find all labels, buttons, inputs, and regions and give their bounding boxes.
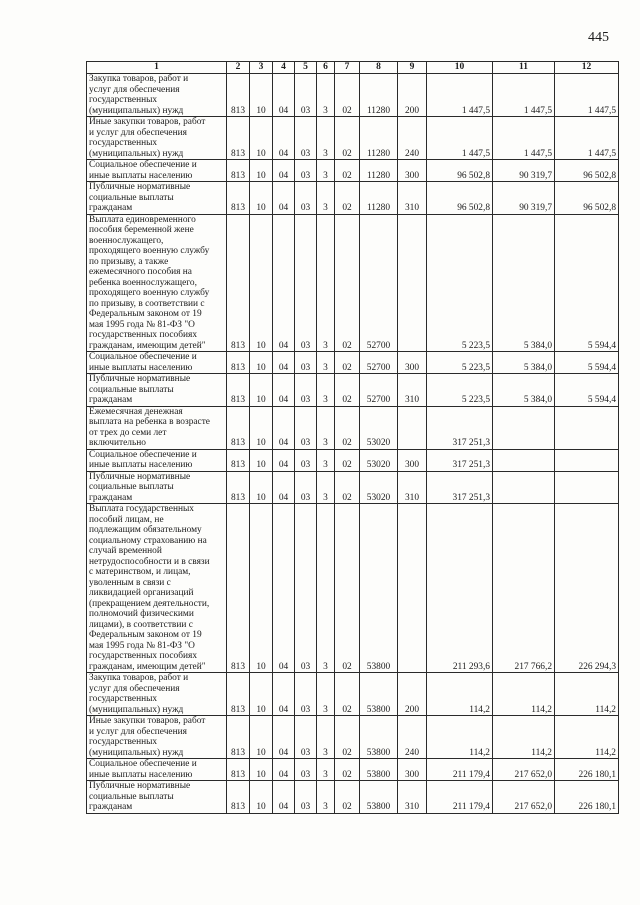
amount-cell: [493, 406, 555, 449]
row-name-cell: Иные закупки товаров, работ и услуг для обеспечения государственных (муниципальных) нужд: [87, 716, 227, 759]
code-cell: 813: [227, 352, 250, 374]
code-cell: 813: [227, 504, 250, 673]
amount-cell: 1 447,5: [493, 117, 555, 160]
amount-cell: 96 502,8: [427, 160, 493, 182]
code-cell: 03: [295, 160, 317, 182]
header-cell: 7: [335, 62, 360, 74]
amount-cell: 317 251,3: [427, 406, 493, 449]
code-cell: 813: [227, 74, 250, 117]
amount-cell: 211 293,6: [427, 504, 493, 673]
code-cell: 02: [335, 160, 360, 182]
amount-cell: 1 447,5: [555, 117, 619, 160]
code-cell: 813: [227, 759, 250, 781]
table-row: [87, 74, 619, 117]
code-cell: 03: [295, 449, 317, 471]
code-cell: 52700: [360, 352, 398, 374]
amount-cell: 114,2: [493, 673, 555, 716]
amount-cell: 5 594,4: [555, 374, 619, 407]
amount-cell: 1 447,5: [427, 74, 493, 117]
code-cell: 813: [227, 374, 250, 407]
code-cell: 813: [227, 406, 250, 449]
code-cell: 300: [398, 759, 427, 781]
header-cell: 2: [227, 62, 250, 74]
code-cell: 3: [317, 182, 335, 215]
code-cell: 200: [398, 74, 427, 117]
header-cell: 5: [295, 62, 317, 74]
table-row: [87, 781, 619, 814]
code-cell: 310: [398, 781, 427, 814]
amount-cell: 5 594,4: [555, 352, 619, 374]
row-name-cell: Закупка товаров, работ и услуг для обеспечения государственных (муниципальных) нужд: [87, 673, 227, 716]
table-row: [87, 182, 619, 215]
row-name-cell: Социальное обеспечение и иные выплаты населению: [87, 759, 227, 781]
code-cell: 52700: [360, 214, 398, 352]
code-cell: 300: [398, 352, 427, 374]
amount-cell: 5 384,0: [493, 374, 555, 407]
amount-cell: 1 447,5: [493, 74, 555, 117]
amount-cell: 317 251,3: [427, 449, 493, 471]
code-cell: 53020: [360, 449, 398, 471]
code-cell: 02: [335, 449, 360, 471]
amount-cell: 96 502,8: [427, 182, 493, 215]
code-cell: 03: [295, 673, 317, 716]
code-cell: 03: [295, 74, 317, 117]
code-cell: 02: [335, 117, 360, 160]
code-cell: 03: [295, 214, 317, 352]
header-cell: 3: [250, 62, 273, 74]
code-cell: 813: [227, 117, 250, 160]
header-cell: 12: [555, 62, 619, 74]
code-cell: 04: [273, 406, 295, 449]
code-cell: 240: [398, 117, 427, 160]
header-cell: 9: [398, 62, 427, 74]
amount-cell: 211 179,4: [427, 781, 493, 814]
amount-cell: 90 319,7: [493, 182, 555, 215]
code-cell: 813: [227, 214, 250, 352]
table-row: [87, 471, 619, 504]
table-row: [87, 716, 619, 759]
row-name-cell: Публичные нормативные социальные выплаты гражданам: [87, 182, 227, 215]
code-cell: 10: [250, 214, 273, 352]
code-cell: 02: [335, 781, 360, 814]
code-cell: 813: [227, 160, 250, 182]
code-cell: 02: [335, 352, 360, 374]
code-cell: 3: [317, 716, 335, 759]
code-cell: 04: [273, 716, 295, 759]
code-cell: 10: [250, 781, 273, 814]
code-cell: 53800: [360, 716, 398, 759]
code-cell: 813: [227, 182, 250, 215]
code-cell: [398, 504, 427, 673]
code-cell: 02: [335, 74, 360, 117]
code-cell: 10: [250, 716, 273, 759]
amount-cell: 226 180,1: [555, 759, 619, 781]
amount-cell: [555, 471, 619, 504]
code-cell: 02: [335, 374, 360, 407]
code-cell: 04: [273, 781, 295, 814]
code-cell: 03: [295, 182, 317, 215]
table-row: [87, 160, 619, 182]
code-cell: 3: [317, 352, 335, 374]
code-cell: 04: [273, 374, 295, 407]
code-cell: 10: [250, 673, 273, 716]
code-cell: 3: [317, 449, 335, 471]
code-cell: 10: [250, 374, 273, 407]
code-cell: 03: [295, 781, 317, 814]
code-cell: 300: [398, 449, 427, 471]
code-cell: 200: [398, 673, 427, 716]
code-cell: 3: [317, 504, 335, 673]
row-name-cell: Публичные нормативные социальные выплаты гражданам: [87, 781, 227, 814]
amount-cell: 5 384,0: [493, 214, 555, 352]
row-name-cell: Иные закупки товаров, работ и услуг для обеспечения государственных (муниципальных) нужд: [87, 117, 227, 160]
amount-cell: 5 223,5: [427, 352, 493, 374]
code-cell: 03: [295, 352, 317, 374]
table-row: [87, 449, 619, 471]
code-cell: 240: [398, 716, 427, 759]
code-cell: 3: [317, 160, 335, 182]
code-cell: 300: [398, 160, 427, 182]
code-cell: 3: [317, 673, 335, 716]
amount-cell: 1 447,5: [555, 74, 619, 117]
code-cell: 53800: [360, 781, 398, 814]
row-name-cell: Выплата государственных пособий лицам, не подлежащим обязательному социальному страхованию на случай временной нетрудоспособности и в связи с материнством, и лицам, уволенным в связи с ликвидацией организаций (прекращением деятельности, полномочий физическими лицами), в соответствии с Федеральным законом от 19 мая 1995 года № 81-ФЗ "О государственных пособиях гражданам, имеющим детей": [87, 504, 227, 673]
code-cell: 02: [335, 471, 360, 504]
code-cell: 11280: [360, 160, 398, 182]
amount-cell: 114,2: [493, 716, 555, 759]
table-body: [87, 74, 619, 814]
code-cell: 10: [250, 182, 273, 215]
table-row: [87, 673, 619, 716]
table-row: [87, 759, 619, 781]
code-cell: 3: [317, 406, 335, 449]
amount-cell: 5 223,5: [427, 214, 493, 352]
amount-cell: 114,2: [555, 716, 619, 759]
code-cell: 04: [273, 117, 295, 160]
header-cell: 11: [493, 62, 555, 74]
amount-cell: [493, 449, 555, 471]
code-cell: 53020: [360, 406, 398, 449]
code-cell: 3: [317, 74, 335, 117]
code-cell: 02: [335, 673, 360, 716]
amount-cell: 96 502,8: [555, 160, 619, 182]
code-cell: 10: [250, 504, 273, 673]
budget-table: [86, 61, 619, 814]
row-name-cell: Выплата единовременного пособия беременной жене военнослужащего, проходящего военную службу по призыву, а также ежемесячного пособия на ребенка военнослужащего, проходящего военную службу по призыву, в соответствии с Федеральным законом от 19 мая 1995 года № 81-ФЗ "О государственных пособиях гражданам, имеющим детей": [87, 214, 227, 352]
code-cell: 03: [295, 374, 317, 407]
code-cell: 03: [295, 117, 317, 160]
code-cell: 813: [227, 716, 250, 759]
amount-cell: 226 180,1: [555, 781, 619, 814]
table-row: [87, 406, 619, 449]
row-name-cell: Социальное обеспечение и иные выплаты населению: [87, 449, 227, 471]
code-cell: [398, 214, 427, 352]
code-cell: 02: [335, 504, 360, 673]
amount-cell: 217 652,0: [493, 759, 555, 781]
code-cell: 813: [227, 673, 250, 716]
code-cell: 04: [273, 673, 295, 716]
code-cell: 03: [295, 471, 317, 504]
code-cell: 04: [273, 504, 295, 673]
amount-cell: 5 594,4: [555, 214, 619, 352]
code-cell: 813: [227, 471, 250, 504]
code-cell: 04: [273, 352, 295, 374]
code-cell: 813: [227, 781, 250, 814]
amount-cell: 1 447,5: [427, 117, 493, 160]
page-number: 445: [588, 30, 609, 45]
code-cell: 04: [273, 759, 295, 781]
row-name-cell: Публичные нормативные социальные выплаты гражданам: [87, 471, 227, 504]
code-cell: 3: [317, 374, 335, 407]
amount-cell: 114,2: [427, 673, 493, 716]
code-cell: 04: [273, 471, 295, 504]
header-cell: 8: [360, 62, 398, 74]
code-cell: 310: [398, 182, 427, 215]
row-name-cell: Закупка товаров, работ и услуг для обеспечения государственных (муниципальных) нужд: [87, 74, 227, 117]
code-cell: 310: [398, 374, 427, 407]
code-cell: 813: [227, 449, 250, 471]
header-row: [87, 62, 619, 74]
code-cell: 10: [250, 117, 273, 160]
amount-cell: 217 652,0: [493, 781, 555, 814]
code-cell: 10: [250, 759, 273, 781]
amount-cell: 96 502,8: [555, 182, 619, 215]
table-row: [87, 214, 619, 352]
code-cell: 03: [295, 504, 317, 673]
code-cell: 10: [250, 352, 273, 374]
table-row: [87, 117, 619, 160]
code-cell: 53800: [360, 504, 398, 673]
amount-cell: 5 223,5: [427, 374, 493, 407]
code-cell: 10: [250, 74, 273, 117]
amount-cell: [555, 449, 619, 471]
amount-cell: 211 179,4: [427, 759, 493, 781]
code-cell: 10: [250, 449, 273, 471]
table-row: [87, 352, 619, 374]
code-cell: 3: [317, 117, 335, 160]
amount-cell: [493, 471, 555, 504]
code-cell: 03: [295, 716, 317, 759]
code-cell: 10: [250, 160, 273, 182]
code-cell: 11280: [360, 74, 398, 117]
code-cell: 3: [317, 471, 335, 504]
amount-cell: 217 766,2: [493, 504, 555, 673]
code-cell: 11280: [360, 182, 398, 215]
header-cell: 10: [427, 62, 493, 74]
amount-cell: 317 251,3: [427, 471, 493, 504]
code-cell: 3: [317, 759, 335, 781]
table-row: [87, 374, 619, 407]
code-cell: 53800: [360, 673, 398, 716]
row-name-cell: Ежемесячная денежная выплата на ребенка в возрасте от трех до семи лет включительно: [87, 406, 227, 449]
code-cell: 02: [335, 406, 360, 449]
code-cell: 11280: [360, 117, 398, 160]
code-cell: [398, 406, 427, 449]
code-cell: 03: [295, 759, 317, 781]
code-cell: 53020: [360, 471, 398, 504]
row-name-cell: Социальное обеспечение и иные выплаты населению: [87, 352, 227, 374]
code-cell: 02: [335, 214, 360, 352]
amount-cell: 226 294,3: [555, 504, 619, 673]
code-cell: 53800: [360, 759, 398, 781]
header-cell: 1: [87, 62, 227, 74]
code-cell: 02: [335, 182, 360, 215]
code-cell: 3: [317, 214, 335, 352]
header-cell: 4: [273, 62, 295, 74]
row-name-cell: Социальное обеспечение и иные выплаты населению: [87, 160, 227, 182]
header-cell: 6: [317, 62, 335, 74]
amount-cell: 5 384,0: [493, 352, 555, 374]
amount-cell: [555, 406, 619, 449]
amount-cell: 114,2: [555, 673, 619, 716]
table-row: [87, 504, 619, 673]
code-cell: 03: [295, 406, 317, 449]
code-cell: 04: [273, 214, 295, 352]
code-cell: 310: [398, 471, 427, 504]
amount-cell: 90 319,7: [493, 160, 555, 182]
code-cell: 02: [335, 716, 360, 759]
code-cell: 02: [335, 759, 360, 781]
code-cell: 10: [250, 406, 273, 449]
code-cell: 10: [250, 471, 273, 504]
row-name-cell: Публичные нормативные социальные выплаты гражданам: [87, 374, 227, 407]
code-cell: 04: [273, 74, 295, 117]
code-cell: 04: [273, 160, 295, 182]
code-cell: 04: [273, 449, 295, 471]
code-cell: 3: [317, 781, 335, 814]
amount-cell: 114,2: [427, 716, 493, 759]
code-cell: 52700: [360, 374, 398, 407]
code-cell: 04: [273, 182, 295, 215]
